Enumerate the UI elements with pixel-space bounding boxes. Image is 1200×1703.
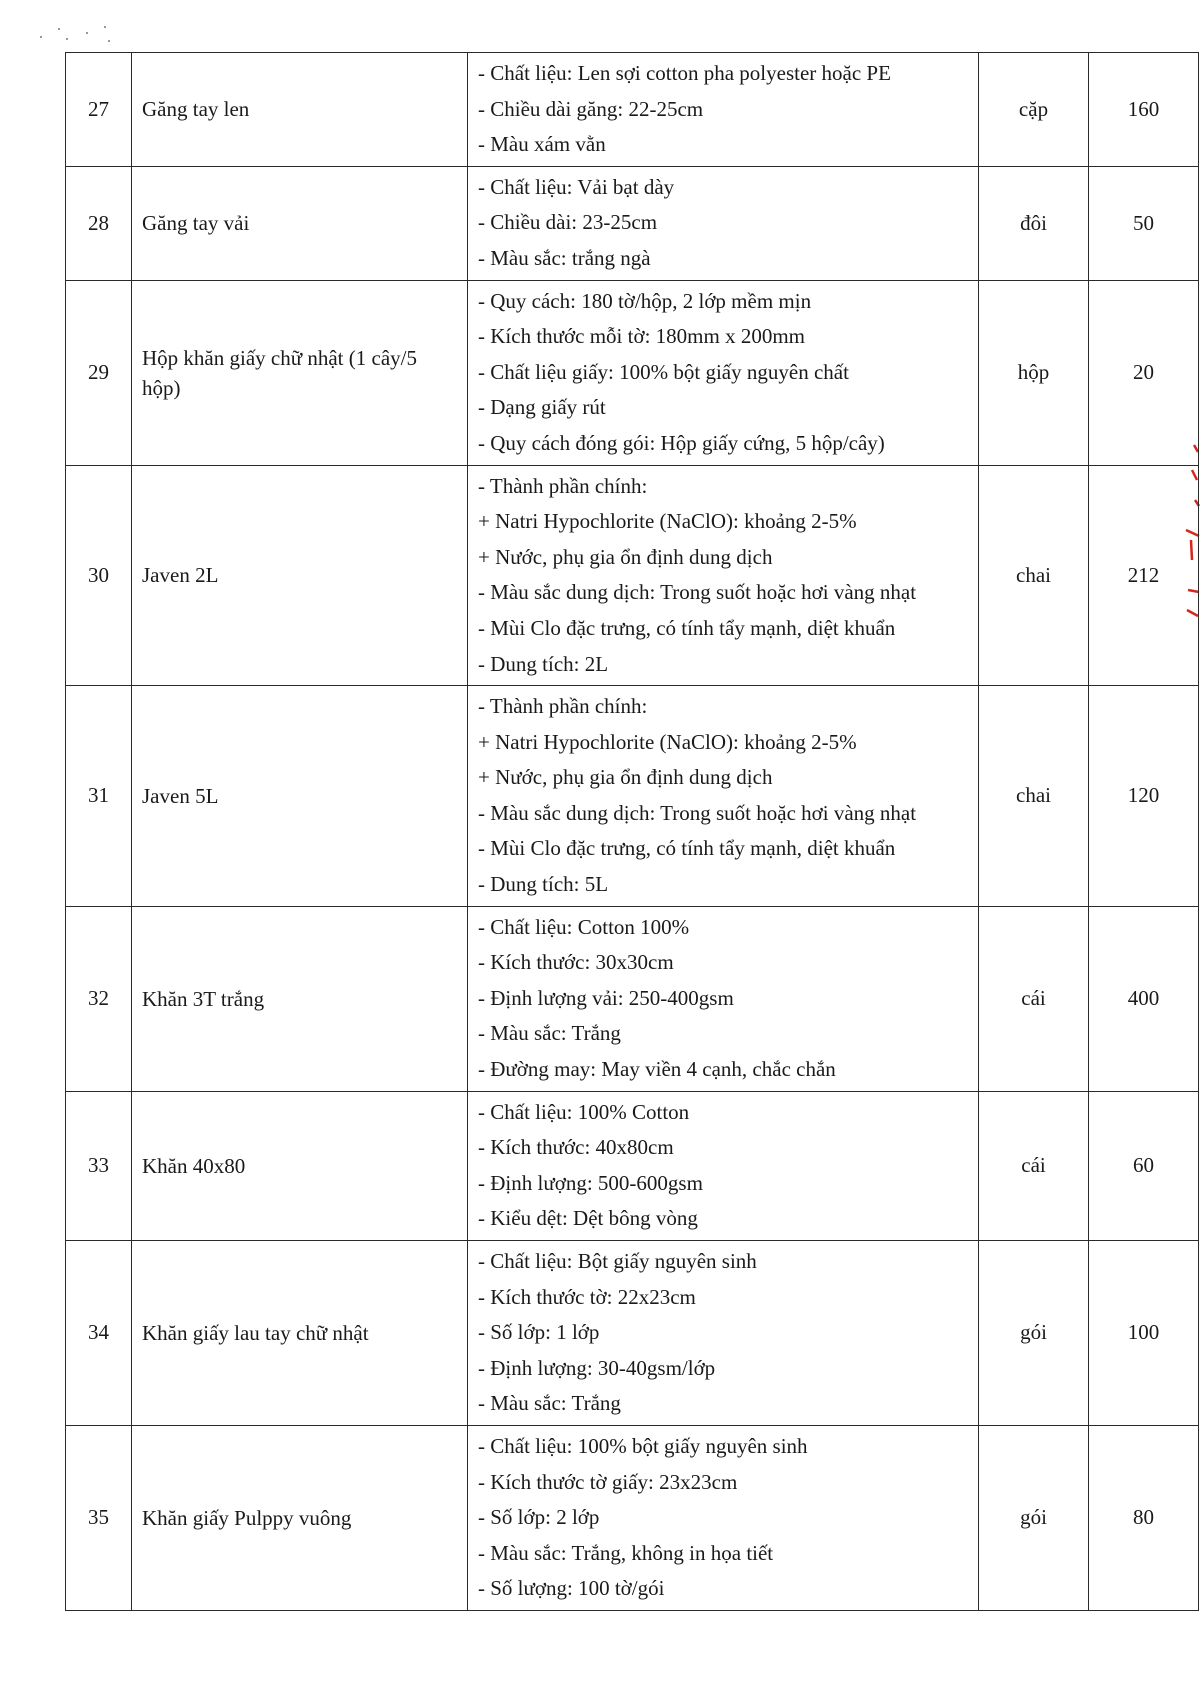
item-unit: chai bbox=[979, 465, 1089, 686]
spec-line: - Màu sắc: Trắng bbox=[478, 1021, 621, 1046]
item-quantity: 20 bbox=[1089, 280, 1199, 465]
spec-line: - Kích thước mỗi tờ: 180mm x 200mm bbox=[478, 324, 805, 349]
spec-line: - Chất liệu: 100% Cotton bbox=[478, 1099, 690, 1124]
item-specs bbox=[468, 1425, 979, 1610]
table-row bbox=[66, 166, 1199, 280]
spec-line: - Mùi Clo đặc trưng, có tính tẩy mạnh, diệt khuẩn bbox=[478, 615, 896, 640]
supply-spec-table bbox=[65, 52, 1199, 1611]
item-quantity: 160 bbox=[1089, 53, 1199, 167]
spec-line: - Kiểu dệt: Dệt bông vòng bbox=[478, 1206, 698, 1231]
item-specs bbox=[468, 465, 979, 686]
table-row bbox=[66, 1091, 1199, 1240]
spec-line: - Màu sắc: Trắng, không in họa tiết bbox=[478, 1540, 774, 1565]
item-name: Khăn giấy lau tay chữ nhật bbox=[132, 1241, 468, 1426]
row-number: 31 bbox=[66, 686, 132, 907]
row-number: 30 bbox=[66, 465, 132, 686]
row-number: 27 bbox=[66, 53, 132, 167]
item-unit: cặp bbox=[979, 53, 1089, 167]
item-quantity: 212 bbox=[1089, 465, 1199, 686]
spec-line: - Chất liệu: Cotton 100% bbox=[478, 914, 690, 939]
spec-line: - Định lượng: 500-600gsm bbox=[478, 1170, 703, 1195]
item-name: Javen 2L bbox=[132, 465, 468, 686]
item-specs bbox=[468, 166, 979, 280]
row-number: 35 bbox=[66, 1425, 132, 1610]
item-unit: hộp bbox=[979, 280, 1089, 465]
spec-line: - Số lớp: 2 lớp bbox=[478, 1505, 600, 1530]
table-row bbox=[66, 686, 1199, 907]
spec-line: - Chất liệu: Bột giấy nguyên sinh bbox=[478, 1249, 757, 1273]
spec-line: - Chất liệu: 100% bột giấy nguyên sinh bbox=[478, 1433, 808, 1458]
spec-line: - Thành phần chính: bbox=[478, 473, 648, 498]
spec-line: + Nước, phụ gia ổn định dung dịch bbox=[478, 765, 773, 790]
spec-line: - Màu sắc: trắng ngà bbox=[478, 245, 651, 270]
item-quantity: 80 bbox=[1089, 1425, 1199, 1610]
item-specs bbox=[468, 1091, 979, 1240]
row-number: 34 bbox=[66, 1241, 132, 1426]
item-specs bbox=[468, 53, 979, 167]
scan-specks bbox=[38, 22, 128, 52]
item-name: Hộp khăn giấy chữ nhật (1 cây/5 hộp) bbox=[132, 280, 468, 465]
table-row bbox=[66, 1425, 1199, 1610]
item-quantity: 60 bbox=[1089, 1091, 1199, 1240]
item-name: Khăn 40x80 bbox=[132, 1091, 468, 1240]
row-number: 28 bbox=[66, 166, 132, 280]
spec-line: - Số lớp: 1 lớp bbox=[478, 1320, 600, 1345]
spec-line: - Chất liệu giấy: 100% bột giấy nguyên chất bbox=[478, 359, 849, 384]
item-name: Javen 5L bbox=[132, 686, 468, 907]
item-name: Găng tay len bbox=[132, 53, 468, 167]
table-row bbox=[66, 280, 1199, 465]
row-number: 33 bbox=[66, 1091, 132, 1240]
spec-line: - Quy cách: 180 tờ/hộp, 2 lớp mềm mịn bbox=[478, 288, 812, 313]
spec-line: + Natri Hypochlorite (NaClO): khoảng 2-5% bbox=[478, 509, 857, 534]
item-specs bbox=[468, 280, 979, 465]
spec-line: - Chiều dài găng: 22-25cm bbox=[478, 96, 704, 121]
table-row bbox=[66, 53, 1199, 167]
item-quantity: 50 bbox=[1089, 166, 1199, 280]
spec-line: - Định lượng: 30-40gsm/lớp bbox=[478, 1355, 716, 1380]
spec-line: - Màu xám vằn bbox=[478, 132, 606, 157]
item-unit: đôi bbox=[979, 166, 1089, 280]
spec-line: - Chiều dài: 23-25cm bbox=[478, 210, 658, 235]
spec-line: - Dạng giấy rút bbox=[478, 395, 606, 420]
spec-line: + Natri Hypochlorite (NaClO): khoảng 2-5% bbox=[478, 729, 857, 754]
item-specs bbox=[468, 1241, 979, 1426]
item-name: Khăn giấy Pulppy vuông bbox=[132, 1425, 468, 1610]
row-number: 32 bbox=[66, 906, 132, 1091]
item-name: Găng tay vải bbox=[132, 166, 468, 280]
item-unit: chai bbox=[979, 686, 1089, 907]
table-row bbox=[66, 906, 1199, 1091]
spec-line: + Nước, phụ gia ổn định dung dịch bbox=[478, 544, 773, 569]
item-unit: cái bbox=[979, 1091, 1089, 1240]
spec-line: - Số lượng: 100 tờ/gói bbox=[478, 1576, 665, 1601]
item-quantity: 400 bbox=[1089, 906, 1199, 1091]
table-row bbox=[66, 1241, 1199, 1426]
item-unit: gói bbox=[979, 1241, 1089, 1426]
spec-line: - Quy cách đóng gói: Hộp giấy cứng, 5 hộp/cây) bbox=[478, 430, 885, 455]
item-specs bbox=[468, 906, 979, 1091]
spec-line: - Màu sắc: Trắng bbox=[478, 1391, 621, 1416]
spec-line: - Định lượng vải: 250-400gsm bbox=[478, 985, 734, 1010]
spec-line: - Dung tích: 2L bbox=[478, 651, 609, 676]
item-unit: gói bbox=[979, 1425, 1089, 1610]
spec-line: - Kích thước: 40x80cm bbox=[478, 1135, 674, 1160]
spec-line: - Kích thước: 30x30cm bbox=[478, 950, 674, 975]
spec-line: - Mùi Clo đặc trưng, có tính tẩy mạnh, diệt khuẩn bbox=[478, 836, 896, 861]
spec-line: - Thành phần chính: bbox=[478, 694, 648, 719]
spec-line: - Chất liệu: Vải bạt dày bbox=[478, 174, 675, 199]
spec-line: - Đường may: May viền 4 cạnh, chắc chắn bbox=[478, 1057, 836, 1082]
row-number: 29 bbox=[66, 280, 132, 465]
spec-line: - Dung tích: 5L bbox=[478, 872, 609, 897]
item-quantity: 120 bbox=[1089, 686, 1199, 907]
spec-line: - Kích thước tờ: 22x23cm bbox=[478, 1284, 696, 1309]
spec-line: - Màu sắc dung dịch: Trong suốt hoặc hơi vàng nhạt bbox=[478, 580, 917, 605]
table-row bbox=[66, 465, 1199, 686]
item-unit: cái bbox=[979, 906, 1089, 1091]
item-specs bbox=[468, 686, 979, 907]
item-quantity: 100 bbox=[1089, 1241, 1199, 1426]
item-name: Khăn 3T trắng bbox=[132, 906, 468, 1091]
spec-line: - Kích thước tờ giấy: 23x23cm bbox=[478, 1469, 738, 1494]
spec-line: - Chất liệu: Len sợi cotton pha polyester hoặc PE bbox=[478, 61, 891, 85]
spec-line: - Màu sắc dung dịch: Trong suốt hoặc hơi vàng nhạt bbox=[478, 800, 917, 825]
